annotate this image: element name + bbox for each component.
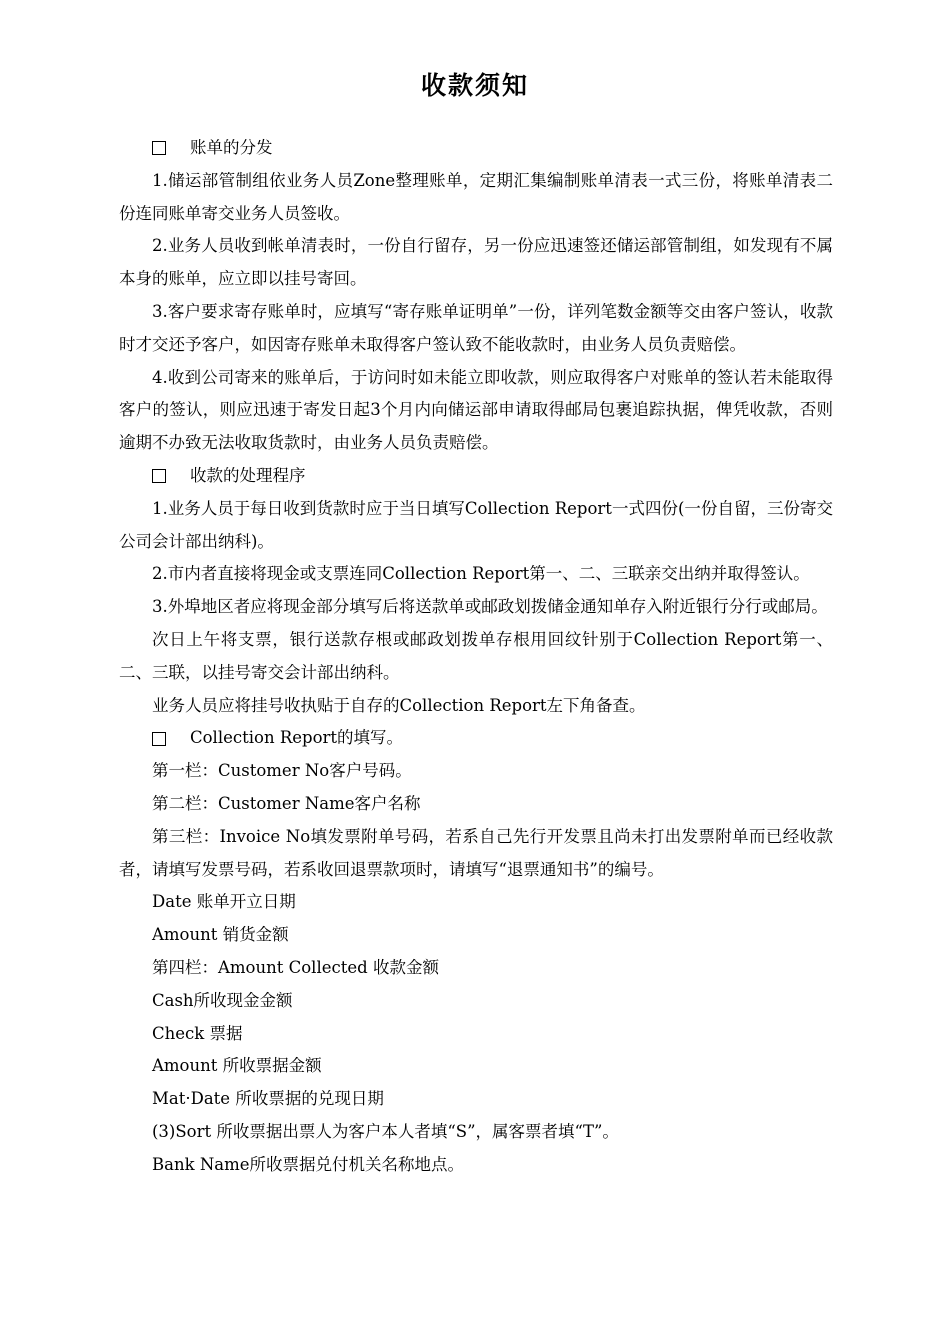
field-item: Amount 所收票据金额 bbox=[152, 1056, 322, 1076]
checkbox-icon bbox=[152, 141, 166, 155]
paragraph: 业务人员应将挂号收执贴于自存的Collection Report左下角备查。 bbox=[152, 695, 646, 715]
paragraph: 3.外埠地区者应将现金部分填写后将送款单或邮政划拨储金通知单存入附近银行分行或邮局。 bbox=[152, 597, 828, 617]
section-heading-text: Collection Report的填写。 bbox=[190, 728, 404, 748]
field-item: (3)Sort 所收票据出票人为客户本人者填“S”，属客票者填“T”。 bbox=[152, 1121, 619, 1141]
paragraph: 2.市内者直接将现金或支票连同Collection Report第一、二、三联亲交出纳并取得签认。 bbox=[152, 564, 810, 584]
checkbox-icon bbox=[152, 469, 166, 483]
list-item: 第一栏：Customer No客户号码。 bbox=[152, 761, 412, 781]
paragraph: 第三栏：Invoice No填发票附单号码，若系自己先行开发票且尚未打出发票附单而已经收款者，请填写发票号码，若系收回退票款项时，请填写“退票通知书”的编号。 bbox=[119, 826, 833, 879]
paragraph: 3.客户要求寄存账单时，应填写“寄存账单证明单”一份，详列笔数金额等交由客户签认，收款时才交还予客户，如因寄存账单未取得客户签认致不能收款时，由业务人员负责赔偿。 bbox=[119, 301, 833, 354]
paragraph: 1.业务人员于每日收到货款时应于当日填写Collection Report一式四份(一份自留，三份寄交公司会计部出纳科)。 bbox=[119, 498, 833, 551]
field-item: Mat·Date 所收票据的兑现日期 bbox=[152, 1089, 384, 1109]
section-heading bbox=[119, 722, 833, 755]
section-heading-text: 账单的分发 bbox=[190, 138, 273, 157]
paragraph: 1.储运部管制组依业务人员Zone整理账单，定期汇集编制账单清表一式三份，将账单清表二份连同账单寄交业务人员签收。 bbox=[119, 170, 833, 223]
section-heading bbox=[119, 132, 833, 165]
field-item: 第四栏：Amount Collected 收款金额 bbox=[152, 957, 439, 977]
field-item: Amount 销货金额 bbox=[152, 925, 289, 945]
section-heading bbox=[119, 460, 833, 493]
document-title: 收款须知 bbox=[420, 71, 529, 100]
field-item: Bank Name所收票据兑付机关名称地点。 bbox=[152, 1154, 465, 1174]
paragraph: 4.收到公司寄来的账单后，于访问时如未能立即收款，则应取得客户对账单的签认若未能取得客户的签认，则应迅速于寄发日起3个月内向储运部申请取得邮局包裹追踪执据，俾凭收款，否则逾期不办致无法收取货款时，由业务人员负责赔偿。 bbox=[119, 367, 833, 453]
field-item: Check 票据 bbox=[152, 1023, 243, 1043]
field-item: Cash所收现金金额 bbox=[152, 990, 293, 1010]
list-item: 第二栏：Customer Name客户名称 bbox=[152, 793, 421, 813]
field-item: Date 账单开立日期 bbox=[152, 892, 296, 912]
checkbox-icon bbox=[152, 732, 166, 746]
document-body bbox=[119, 132, 833, 1182]
section-heading-text: 收款的处理程序 bbox=[190, 465, 306, 485]
paragraph: 次日上午将支票，银行送款存根或邮政划拨单存根用回纹针别于Collection Report第一、二、三联，以挂号寄交会计部出纳科。 bbox=[119, 629, 833, 682]
paragraph: 2.业务人员收到帐单清表时，一份自行留存，另一份应迅速签还储运部管制组，如发现有不属本身的账单，应立即以挂号寄回。 bbox=[119, 236, 833, 289]
